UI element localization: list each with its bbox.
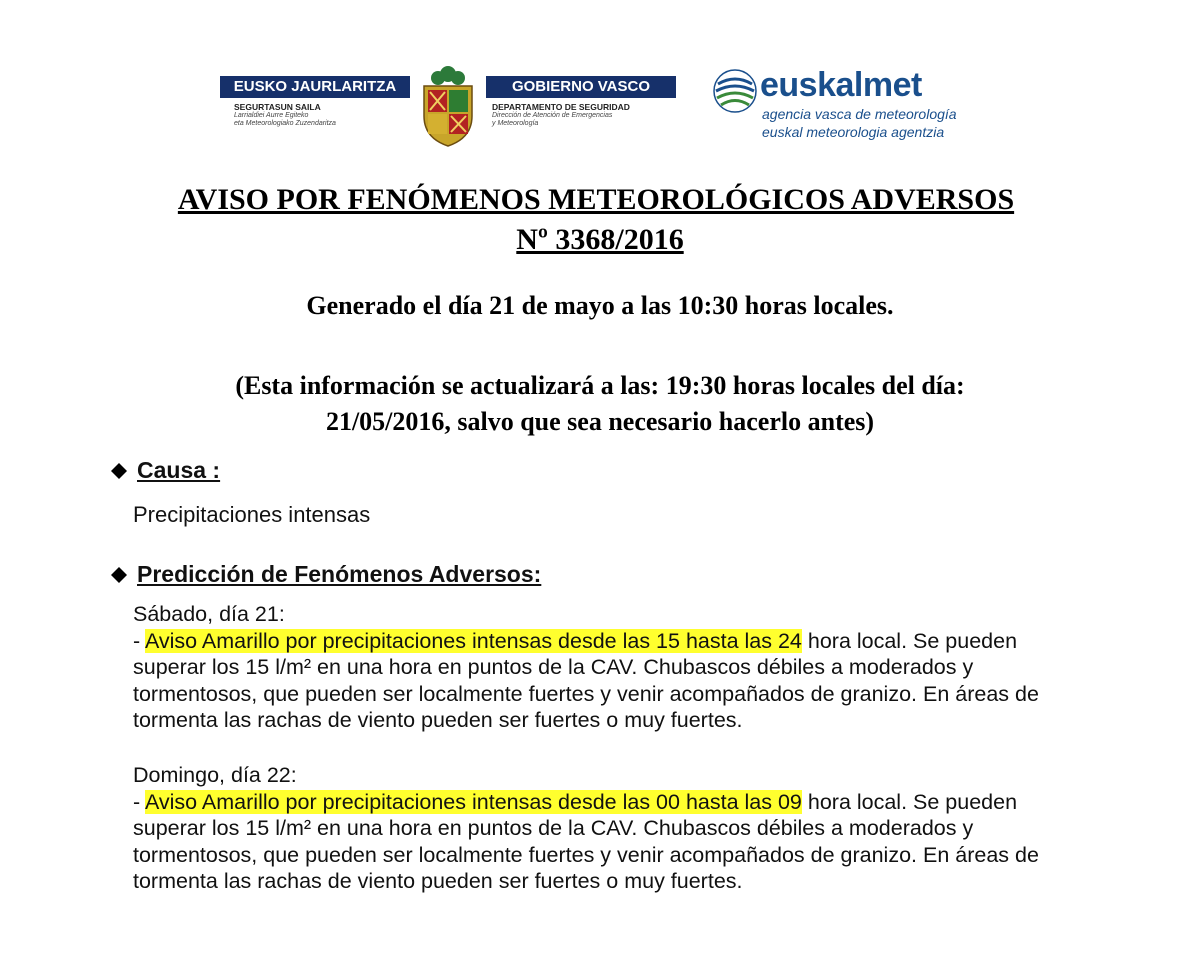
gov-title-basque: EUSKO JAURLARITZA: [220, 76, 410, 98]
update-notice-line-1: (Esta información se actualizará a las: 19:30 horas locales del día:: [235, 371, 965, 400]
day-label: Sábado, día 21:: [133, 602, 285, 626]
prediction-day-sunday: [133, 762, 1093, 895]
globe-icon: [712, 68, 758, 114]
euskalmet-tagline-eu: euskal meteorologia agentzia: [762, 124, 945, 140]
gov-department-basque: SEGURTASUN SAILA Larrialdiei Aurre Egiteko eta Meteorologiako Zuzendaritza: [234, 102, 336, 127]
update-notice: [0, 368, 1200, 440]
euskalmet-logo: [710, 60, 980, 150]
gov-title-spanish: GOBIERNO VASCO: [486, 76, 676, 98]
yellow-warning-highlight: Aviso Amarillo por precipitaciones intensas desde las 00 hasta las 09: [144, 789, 802, 814]
warning-title: AVISO POR FENÓMENOS METEOROLÓGICOS ADVERSOS: [177, 183, 1015, 216]
gobierno-vasco-logo: [220, 70, 680, 150]
cause-text: Precipitaciones intensas: [133, 502, 371, 527]
coat-of-arms-icon: [416, 64, 480, 148]
prediction-heading: Predicción de Fenómenos Adversos:: [137, 561, 542, 587]
warning-number: Nº 3368/2016: [516, 223, 684, 256]
yellow-warning-highlight: Aviso Amarillo por precipitaciones intensas desde las 15 hasta las 24: [144, 628, 802, 653]
day-label: Domingo, día 22:: [133, 763, 297, 787]
euskalmet-name: euskalmet: [760, 66, 922, 104]
diamond-bullet-icon: [110, 566, 128, 584]
diamond-bullet-icon: [110, 462, 128, 480]
day-forecast: - Aviso Amarillo por precipitaciones intensas desde las 00 hasta las 09 hora local. Se pueden superar los 15 l/m² en una hora en puntos de la CAV. Chubascos débiles a moderados y tormentosos, que pueden ser localmente fuertes y venir acompañados de granizo. En áreas de tormenta las rachas de viento pueden ser fuertes o muy fuertes.: [133, 789, 1039, 893]
generated-timestamp: Generado el día 21 de mayo a las 10:30 horas locales.: [306, 291, 894, 320]
euskalmet-tagline-es: agencia vasca de meteorología: [762, 106, 957, 122]
update-notice-line-2: 21/05/2016, salvo que sea necesario hacerlo antes): [325, 407, 875, 436]
cause-heading: Causa :: [137, 457, 221, 483]
day-forecast: - Aviso Amarillo por precipitaciones intensas desde las 15 hasta las 24 hora local. Se pueden superar los 15 l/m² en una hora en puntos de la CAV. Chubascos débiles a moderados y tormentosos, que pueden ser localmente fuertes y venir acompañados de granizo. En áreas de tormenta las rachas de viento pueden ser fuertes o muy fuertes.: [133, 628, 1039, 732]
prediction-day-saturday: [133, 601, 1093, 734]
gov-department-spanish: DEPARTAMENTO DE SEGURIDAD Dirección de Atención de Emergencias y Meteorología: [492, 102, 630, 127]
